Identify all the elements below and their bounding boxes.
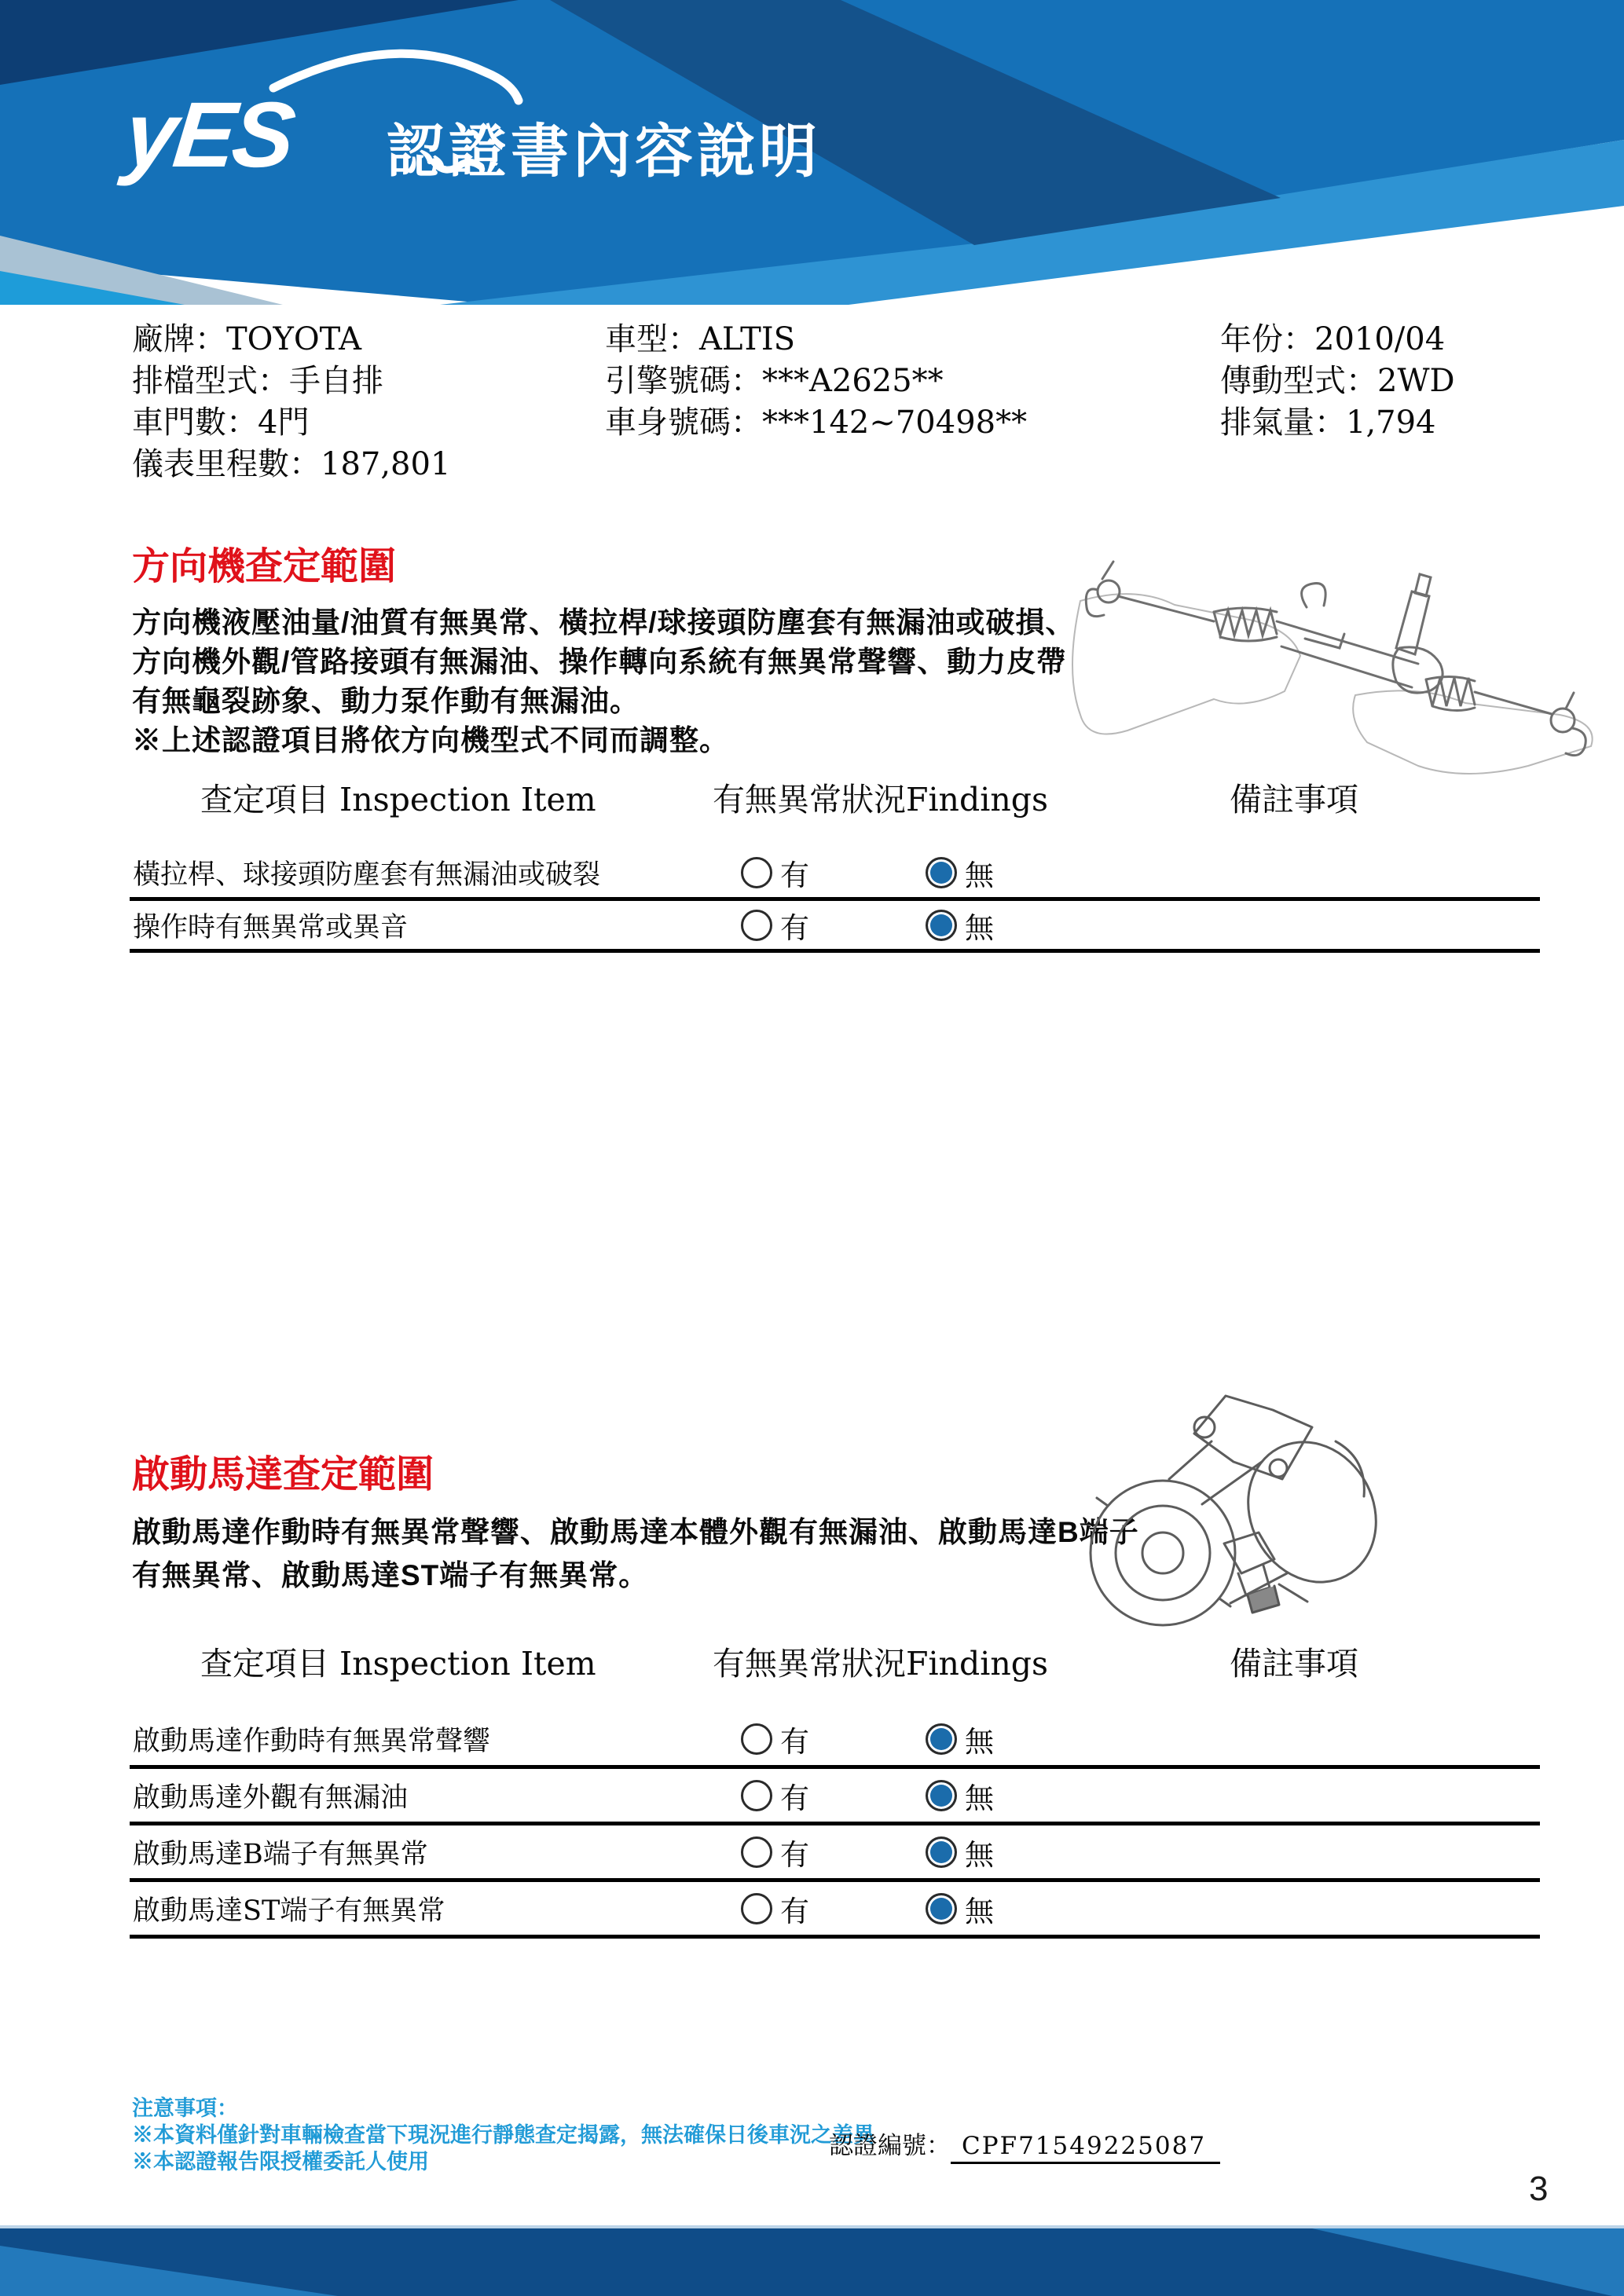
inspection-item-label: 啟動馬達B端子有無異常 [133, 1838, 428, 1870]
cert-number-value: CPF71549225087 [951, 2132, 1220, 2164]
info-year: 年份：2010/04 [1220, 321, 1446, 357]
info-transmission: 排檔型式：手自排 [132, 363, 383, 399]
table-row [130, 848, 1540, 901]
radio-no-label: 無 [965, 1894, 994, 1928]
col-header-item: 查定項目 Inspection Item [200, 1645, 596, 1683]
col-header-item: 查定項目 Inspection Item [200, 781, 596, 818]
footer-band [0, 2225, 1624, 2296]
radio-yes[interactable] [741, 1893, 772, 1924]
table-row [130, 901, 1540, 953]
radio-no[interactable] [926, 1893, 957, 1924]
notice-line: ※本認證報告限授權委託人使用 [132, 2150, 429, 2173]
table-row [130, 1882, 1540, 1939]
starter-motor-illustration [1076, 1386, 1430, 1646]
info-doors: 車門數：4門 [132, 405, 310, 441]
radio-no[interactable] [926, 910, 957, 941]
cert-number-label: 認證編號： [829, 2132, 951, 2160]
info-engine-no: 引擎號碼：***A2625** [605, 363, 944, 399]
starter-desc-line: 有無異常、啟動馬達ST端子有無異常。 [132, 1559, 649, 1591]
inspection-item-label: 操作時有無異常或異音 [133, 911, 409, 943]
page-number: 3 [1529, 2170, 1549, 2208]
steering-rack-illustration [1057, 546, 1622, 789]
cert-number-line [829, 2126, 1220, 2161]
col-header-remarks: 備註事項 [1230, 781, 1358, 818]
inspection-item-label: 啟動馬達ST端子有無異常 [133, 1895, 445, 1927]
col-header-findings: 有無異常狀況Findings [713, 781, 1049, 818]
starter-inspection-table [130, 1638, 1540, 1939]
radio-no-label: 無 [965, 1781, 994, 1815]
yes-logo: yES [120, 83, 297, 187]
steering-desc-line: 方向機外觀/管路接頭有無漏油、操作轉向系統有無異常聲響、動力皮帶 [132, 646, 1067, 678]
radio-yes-label: 有 [780, 1894, 809, 1928]
radio-no[interactable] [926, 1723, 957, 1755]
table-row [130, 1769, 1540, 1825]
col-header-findings: 有無異常狀況Findings [713, 1645, 1049, 1683]
section-heading-starter: 啟動馬達查定範圍 [132, 1454, 434, 1496]
info-odometer: 儀表里程數：187,801 [132, 446, 451, 482]
radio-yes[interactable] [741, 1836, 772, 1868]
radio-no-label: 無 [965, 1837, 994, 1872]
inspection-item-label: 啟動馬達作動時有無異常聲響 [133, 1725, 491, 1757]
page-header [0, 0, 1624, 308]
radio-yes-label: 有 [780, 910, 809, 945]
inspection-item-label: 啟動馬達外觀有無漏油 [133, 1782, 409, 1814]
info-brand: 廠牌：TOYOTA [132, 321, 362, 357]
radio-no[interactable] [926, 1836, 957, 1868]
steering-desc-line: ※上述認證項目將依方向機型式不同而調整。 [132, 724, 729, 756]
radio-yes[interactable] [741, 857, 772, 888]
page-title: 認證書內容說明 [387, 119, 821, 184]
radio-yes-label: 有 [780, 1724, 809, 1759]
steering-inspection-table [130, 774, 1540, 953]
radio-yes-label: 有 [780, 859, 809, 892]
starter-desc-line: 啟動馬達作動時有無異常聲響、啟動馬達本體外觀有無漏油、啟動馬達B端子 [132, 1516, 1139, 1548]
radio-yes-label: 有 [780, 1837, 809, 1872]
steering-desc-line: 方向機液壓油量/油質有無異常、橫拉桿/球接頭防塵套有無漏油或破損、 [132, 606, 1076, 639]
info-displacement: 排氣量：1,794 [1220, 405, 1436, 441]
notice-line: ※本資料僅針對車輛檢查當下現況進行靜態查定揭露，無法確保日後車況之差異 [132, 2123, 874, 2147]
radio-no-label: 無 [965, 1724, 994, 1759]
inspection-item-label: 橫拉桿、球接頭防塵套有無漏油或破裂 [133, 859, 601, 891]
radio-no-label: 無 [965, 910, 994, 945]
radio-yes[interactable] [741, 1780, 772, 1811]
radio-yes[interactable] [741, 1723, 772, 1755]
radio-no[interactable] [926, 1780, 957, 1811]
table-header-row [130, 1638, 1540, 1712]
radio-yes-label: 有 [780, 1781, 809, 1815]
table-header-row [130, 774, 1540, 848]
section-heading-steering: 方向機查定範圍 [132, 546, 397, 588]
info-drivetrain: 傳動型式：2WD [1220, 363, 1455, 399]
info-body-no: 車身號碼：***142~70498** [605, 405, 1028, 441]
steering-desc-line: 有無龜裂跡象、動力泵作動有無漏油。 [132, 685, 640, 717]
info-model: 車型：ALTIS [605, 321, 796, 357]
radio-no-label: 無 [965, 859, 994, 892]
col-header-remarks: 備註事項 [1230, 1645, 1358, 1683]
table-row [130, 1825, 1540, 1882]
notice-title: 注意事項： [132, 2096, 238, 2120]
radio-no[interactable] [926, 857, 957, 888]
table-row [130, 1712, 1540, 1769]
radio-yes[interactable] [741, 910, 772, 941]
